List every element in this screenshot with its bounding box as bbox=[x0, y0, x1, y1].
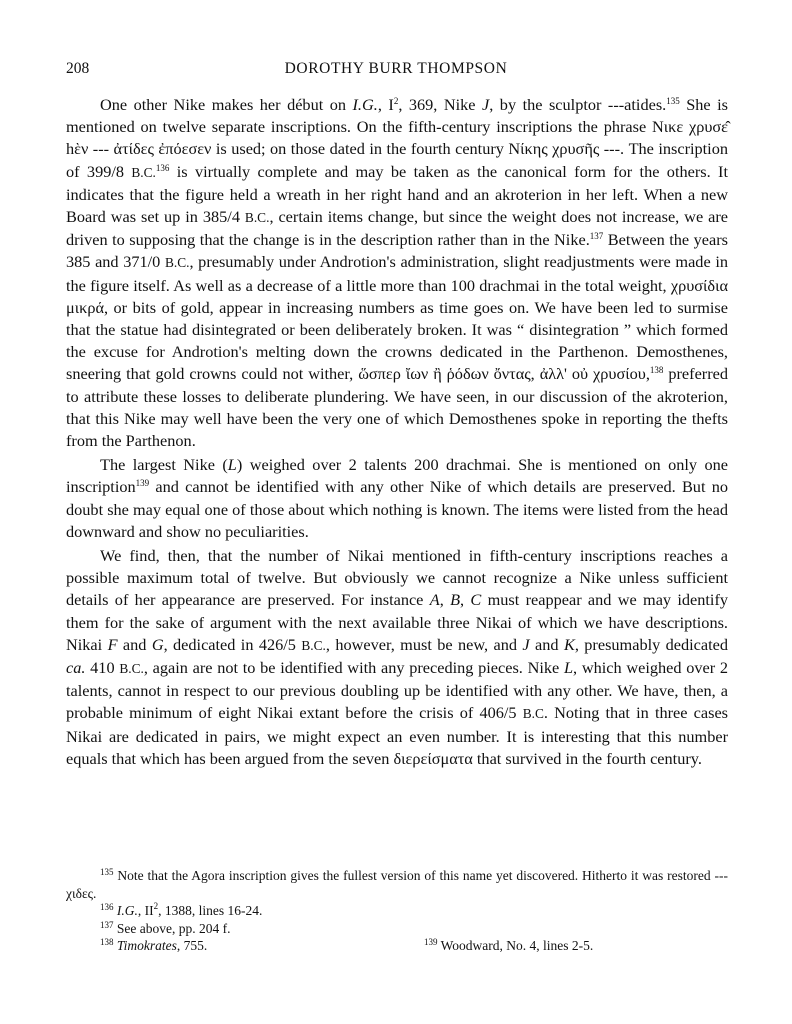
text-segment: , or bits of gold, appear in increasing numbers as time goes on. We have been led to surmise that the statue had disintegrated or been deliberately broken. It was “ disintegration ” which formed the excuse for Androtion's melting down the crowns dedicated in the Parthenon. Demosthenes, sneering that gold crowns could not wither, bbox=[66, 297, 728, 384]
footnote-136 bbox=[66, 902, 728, 920]
footnote-row bbox=[66, 937, 728, 955]
text-segment: is virtually complete and may be taken as the canonical form for the others. It indicates that the figure held a wreath in her right hand and an akroterion in her left. When a new Board was set up in 385/4 bbox=[66, 161, 728, 227]
greek-text: διερείσματα bbox=[393, 748, 473, 768]
footnote-end: . bbox=[93, 885, 97, 901]
footnote-text: Note that the Agora inscription gives the fullest version of this name yet discovered. Hitherto it was restored --- bbox=[113, 868, 728, 883]
footnote-138 bbox=[100, 937, 420, 955]
italic-text: B bbox=[450, 590, 461, 610]
text-segment: , presumably under Androtion's administration, slight readjustments were made in the figure itself. As well as a decrease of a little more than 100 drachmai in the total weight, bbox=[66, 252, 728, 295]
text-segment: , I bbox=[377, 95, 394, 114]
footnote-number: 138 bbox=[100, 937, 114, 948]
text-segment: is used; on those dated in the fourth century bbox=[211, 139, 509, 159]
text-segment: , certain items change, but since the weight does not increase, we are driven to supposing that the change is in the description rather than in the Nike. bbox=[66, 207, 728, 250]
text-segment: and cannot be identified with any other Nike of which details are preserved. But no doubt she may equal one of those about which nothing is known. The items were listed from the head downward and show no peculiarities. bbox=[66, 477, 728, 541]
text-segment: We find, then, that the number of Nikai mentioned in fifth-century inscriptions reaches a possible maximum total of twelve. But obviously we cannot recognize a Nike unless sufficient details of her appearance are preserved. For instance bbox=[66, 546, 728, 610]
footnote-sup: 2 bbox=[153, 901, 159, 912]
page-header bbox=[66, 60, 726, 82]
paragraph bbox=[66, 454, 728, 543]
era-abbrev: B.C. bbox=[244, 210, 270, 226]
greek-text: ὥσπερ ἴων ἢ ῥόδων ὄντας, ἀλλ' οὐ χρυσίου, bbox=[358, 364, 650, 384]
text-segment: Between the years 385 and 371/0 bbox=[66, 230, 728, 272]
italic-text: ca. bbox=[66, 658, 86, 678]
text-segment: , bbox=[460, 590, 471, 610]
footnotes bbox=[66, 867, 728, 955]
text-segment: , dedicated in 426/5 bbox=[163, 634, 302, 654]
footnote-ref: 135 bbox=[666, 96, 680, 106]
greek-text: Νικε χρυσε̂ hὲν --- ἀτίδες ἐπόεσεν bbox=[66, 117, 728, 159]
footnote-number: 137 bbox=[100, 919, 114, 930]
footnote-ref: 138 bbox=[649, 365, 664, 376]
greek-text: χρυσίδια μικρά bbox=[66, 275, 728, 317]
footnote-number: 139 bbox=[424, 937, 438, 948]
body-text bbox=[66, 94, 728, 770]
footnote-139 bbox=[420, 937, 593, 955]
text-segment: , presumably dedicated bbox=[574, 634, 729, 654]
italic-text: L bbox=[563, 658, 574, 678]
text-segment: . The inscription of 399/8 bbox=[66, 139, 728, 181]
text-segment: ) weighed over 2 talents 200 drachmai. She is mentioned on only one inscription bbox=[66, 455, 729, 497]
footnote-number: 136 bbox=[100, 902, 114, 913]
text-segment: She is mentioned on twelve separate inscriptions. On the fifth-century inscriptions the phrase bbox=[66, 95, 728, 137]
text-segment: One other Nike makes her début on bbox=[100, 95, 353, 114]
footnote-greek: χιδες bbox=[66, 885, 93, 901]
text-segment: must reappear and we may identify them for the sake of argument with the next available three Nikai of which we have descriptions. Nikai bbox=[66, 590, 729, 654]
italic-text: I.G. bbox=[352, 95, 378, 114]
footnote-text: See above, pp. 204 f. bbox=[113, 920, 231, 936]
footnote-ref: Timokrates bbox=[116, 938, 177, 954]
italic-text: C bbox=[470, 590, 482, 610]
text-segment: , bbox=[439, 590, 451, 610]
footnote-rest: , 755. bbox=[176, 938, 208, 954]
era-abbrev: B.C. bbox=[131, 164, 156, 180]
era-abbrev: B.C bbox=[522, 706, 544, 722]
italic-text: J bbox=[482, 95, 490, 114]
text-segment: , again are not to be identified with any preceding pieces. Nike bbox=[143, 658, 564, 678]
footnote-ref: 139 bbox=[135, 478, 150, 489]
text-segment: preferred to attribute these losses to deliberate plundering. We have seen, in our discussion of the akroterion, that this Nike may well have been the very one of which Demosthenes spoke in reporting the thefts from the Parthenon. bbox=[66, 364, 729, 451]
footnote-number: 135 bbox=[100, 867, 114, 877]
footnote-ref: 2 bbox=[393, 96, 399, 106]
text-segment: 410 bbox=[85, 658, 120, 678]
footnote-text: , II bbox=[137, 903, 154, 919]
running-title: DOROTHY BURR THOMPSON bbox=[284, 60, 508, 77]
era-abbrev: B.C. bbox=[119, 661, 144, 677]
paragraph bbox=[66, 94, 728, 452]
footnote-text: Woodward, No. 4, lines 2-5. bbox=[437, 938, 594, 954]
era-abbrev: B.C. bbox=[164, 255, 190, 271]
footnote-ref: 137 bbox=[589, 231, 604, 242]
italic-text: F bbox=[107, 634, 118, 654]
italic-text: K bbox=[563, 634, 575, 654]
footnote-ref: I.G. bbox=[116, 903, 138, 919]
italic-text: J bbox=[522, 634, 530, 654]
text-segment: , however, must be new, and bbox=[325, 634, 523, 654]
italic-text: L bbox=[227, 455, 237, 475]
paragraph bbox=[66, 545, 728, 770]
text-segment: , 369, Nike bbox=[398, 95, 483, 114]
footnote-135 bbox=[66, 867, 728, 902]
era-abbrev: B.C. bbox=[301, 637, 326, 653]
text-segment: that survived in the fourth century. bbox=[472, 748, 702, 768]
text-segment: , which weighed over 2 talents, cannot in respect to our previous doubling up be identified with any other. We have, then, a probable minimum of eight Nikai extant before the crisis of 406/5 bbox=[66, 658, 729, 723]
text-segment: and bbox=[529, 634, 564, 654]
greek-text: Νίκης χρυσῆς --- bbox=[508, 139, 621, 159]
text-segment: , by the sculptor ---atides. bbox=[489, 95, 667, 114]
footnote-rest: , 1388, lines 16-24. bbox=[158, 903, 263, 919]
text-segment: The largest Nike ( bbox=[100, 455, 228, 475]
text-segment: . Noting that in three cases Nikai are dedicated in pairs, we might expect an even number. It is interesting that this number equals that which has been argued from the seven bbox=[66, 703, 729, 768]
footnote-137 bbox=[66, 920, 728, 938]
text-segment: and bbox=[117, 634, 152, 654]
page-number: 208 bbox=[66, 60, 90, 77]
italic-text: G bbox=[151, 634, 164, 654]
italic-text: A bbox=[429, 590, 440, 610]
footnote-ref: 136 bbox=[155, 162, 170, 173]
